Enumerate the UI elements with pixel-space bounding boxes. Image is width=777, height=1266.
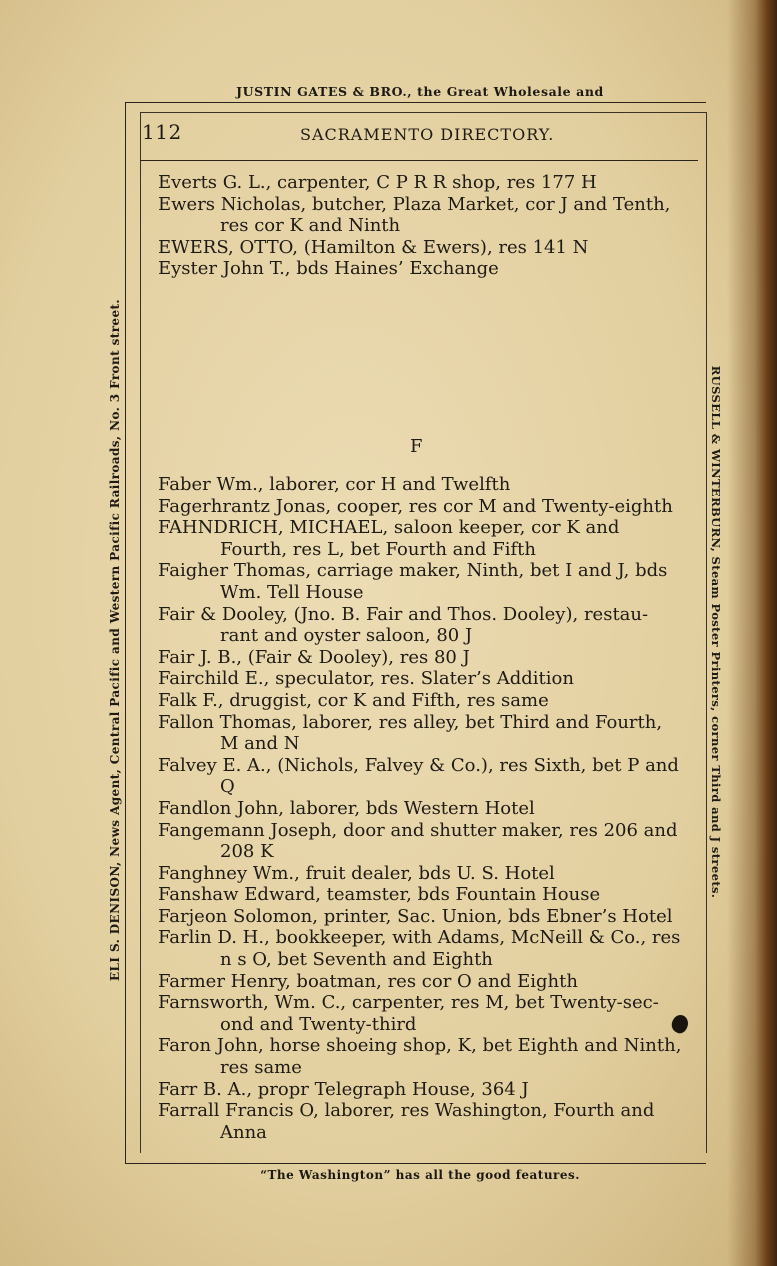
directory-entries-e: [158, 172, 684, 280]
directory-entry: Falvey E. A., (Nichols, Falvey & Co.), res Sixth, bet P and Q: [158, 754, 679, 798]
section-letter: F: [410, 436, 423, 457]
directory-entry: Fallon Thomas, laborer, res alley, bet Third and Fourth, M and N: [158, 711, 663, 755]
directory-entry: Fangemann Joseph, door and shutter maker, res 206 and 208 K: [158, 819, 678, 863]
directory-entries-f: [158, 474, 684, 1143]
directory-entry: Faber Wm., laborer, cor H and Twelfth: [158, 474, 511, 495]
directory-entry: Fair J. B., (Fair & Dooley), res 80 J: [158, 646, 470, 668]
directory-entry: Farmer Henry, boatman, res cor O and Eighth: [158, 970, 578, 992]
top-advertisement: JUSTIN GATES & BRO., the Great Wholesale and: [236, 84, 604, 99]
directory-entry: Fanghney Wm., fruit dealer, bds U. S. Hotel: [158, 862, 555, 884]
directory-entry: Fair & Dooley, (Jno. B. Fair and Thos. Dooley), restau-rant and oyster saloon, 80 J: [158, 603, 649, 647]
directory-entry: Everts G. L., carpenter, C P R R shop, res 177 H: [158, 172, 597, 193]
directory-entry: Falk F., druggist, cor K and Fifth, res same: [158, 689, 549, 711]
right-side-advertisement-text: RUSSELL & WINTERBURN, Steam Poster Printers, corner Third and J streets.: [709, 365, 723, 899]
book-spine-shadow: [727, 0, 777, 1266]
directory-entry: Farnsworth, Wm. C., carpenter, res M, bet Twenty-sec-ond and Twenty-third: [158, 992, 659, 1035]
header-rule: [140, 160, 698, 161]
directory-entry: Farlin D. H., bookkeeper, with Adams, McNeill & Co., res n s O, bet Seventh and Eighth: [158, 927, 681, 971]
directory-entry: Faigher Thomas, carriage maker, Ninth, bet I and J, bds Wm. Tell House: [158, 560, 668, 603]
directory-entry: Fandlon John, laborer, bds Western Hotel: [158, 797, 535, 819]
directory-entry: Fanshaw Edward, teamster, bds Fountain House: [158, 884, 601, 906]
directory-entry: Farrall Francis O, laborer, res Washington, Fourth and Anna: [158, 1100, 655, 1143]
left-side-advertisement-text: ELI S. DENISON, News Agent, Central Pacific and Western Pacific Railroads, No. 3 Front street.: [108, 298, 122, 982]
directory-entry: Faron John, horse shoeing shop, K, bet Eighth and Ninth, res same: [158, 1035, 682, 1079]
running-head: SACRAMENTO DIRECTORY.: [300, 125, 555, 144]
directory-entry: Fairchild E., speculator, res. Slater’s Addition: [158, 668, 574, 690]
directory-entry: Ewers Nicholas, butcher, Plaza Market, cor J and Tenth, res cor K and Ninth: [158, 193, 671, 237]
bottom-advertisement: “The Washington” has all the good features.: [260, 1168, 580, 1182]
directory-entry: FAHNDRICH, MICHAEL, saloon keeper, cor K and Fourth, res L, bet Fourth and Fifth: [158, 517, 620, 560]
directory-entry: Fagerhrantz Jonas, cooper, res cor M and Twenty-eighth: [158, 495, 673, 517]
directory-entry: Eyster John T., bds Haines’ Exchange: [158, 258, 499, 280]
page-number: 112: [142, 120, 182, 144]
directory-entry: Farjeon Solomon, printer, Sac. Union, bds Ebner’s Hotel: [158, 905, 673, 927]
directory-entry: Farr B. A., propr Telegraph House, 364 J: [158, 1078, 529, 1100]
directory-entry: EWERS, OTTO, (Hamilton & Ewers), res 141 N: [158, 236, 589, 258]
